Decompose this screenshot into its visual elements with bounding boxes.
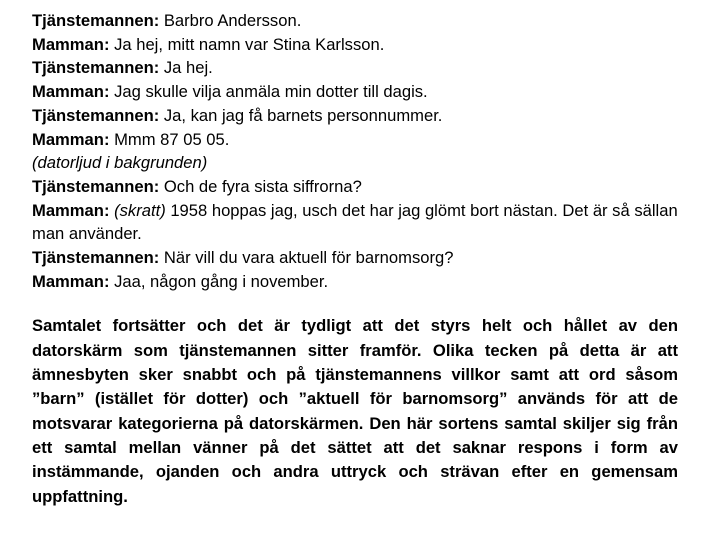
speaker-colon: : bbox=[103, 200, 110, 220]
utterance: Barbro Andersson. bbox=[159, 11, 302, 30]
utterance: Jag skulle vilja anmäla min dotter till dagis. bbox=[109, 82, 428, 102]
speaker-name: Mamman bbox=[32, 271, 104, 291]
dialogue-line bbox=[32, 175, 678, 199]
speaker-colon: : bbox=[103, 34, 110, 54]
speaker-name: Mamman bbox=[32, 200, 104, 220]
dialogue-line bbox=[32, 104, 678, 128]
dialogue-line bbox=[32, 33, 678, 57]
speaker-name: Tjänstemannen bbox=[32, 11, 154, 30]
speaker-colon: : bbox=[153, 58, 160, 78]
speaker-name: Mamman bbox=[32, 34, 104, 54]
speaker-name: Tjänstemannen bbox=[32, 248, 154, 268]
dialogue-transcript bbox=[32, 9, 678, 293]
utterance: Ja hej, mitt namn var Stina Karlsson. bbox=[109, 34, 385, 54]
speaker-name: Tjänstemannen bbox=[32, 58, 154, 78]
dialogue-line bbox=[32, 199, 678, 246]
speaker-name: Tjänstemannen bbox=[32, 176, 154, 196]
dialogue-line bbox=[32, 80, 678, 104]
speaker-name: Tjänstemannen bbox=[32, 105, 154, 125]
dialogue-line bbox=[32, 56, 678, 80]
speaker-colon: : bbox=[153, 248, 160, 268]
inline-aside: (skratt) bbox=[114, 200, 166, 220]
speaker-colon: : bbox=[153, 11, 160, 30]
dialogue-line bbox=[32, 246, 678, 270]
speaker-colon: : bbox=[103, 82, 110, 102]
speaker-name: Mamman bbox=[32, 129, 104, 149]
utterance: Ja hej. bbox=[159, 58, 213, 78]
utterance: 1958 hoppas jag, usch det har jag glömt bort nästan. Det är så sällan man använder. bbox=[32, 200, 678, 244]
utterance: Och de fyra sista siffrorna? bbox=[159, 176, 362, 196]
dialogue-line bbox=[32, 128, 678, 152]
utterance: Ja, kan jag få barnets personnummer. bbox=[159, 105, 443, 125]
speaker-colon: : bbox=[103, 271, 110, 291]
speaker-colon: : bbox=[103, 129, 110, 149]
speaker-colon: : bbox=[153, 105, 160, 125]
dialogue-line bbox=[32, 9, 678, 33]
speaker-name: Mamman bbox=[32, 82, 104, 102]
speaker-colon: : bbox=[153, 176, 160, 196]
utterance: När vill du vara aktuell för barnomsorg? bbox=[159, 248, 454, 268]
document-page bbox=[32, 9, 678, 525]
utterance: Jaa, någon gång i november. bbox=[109, 271, 329, 291]
stage-note: (datorljud i bakgrunden) bbox=[32, 153, 208, 173]
analysis-paragraph: Samtalet fortsätter och det är tydligt att det styrs helt och hållet av den datorskärm som tjänstemannen sitter framför. Olika tecken på detta är att ämnesbyten sker snabbt och på tjänstemannens villkor samt att ord såsom ”barn” (istället för dotter) och ”aktuell för barnomsorg” används för att de motsvarar kategorierna på datorskärmen. Den här sortens samtal skiljer sig från ett samtal mellan vänner på det sättet att det saknar respons i form av instämmande, ojanden och andra uttryck och strävan efter en gemensam uppfattning. bbox=[32, 316, 678, 506]
dialogue-line bbox=[32, 270, 678, 294]
utterance: Mmm 87 05 05. bbox=[109, 129, 230, 149]
